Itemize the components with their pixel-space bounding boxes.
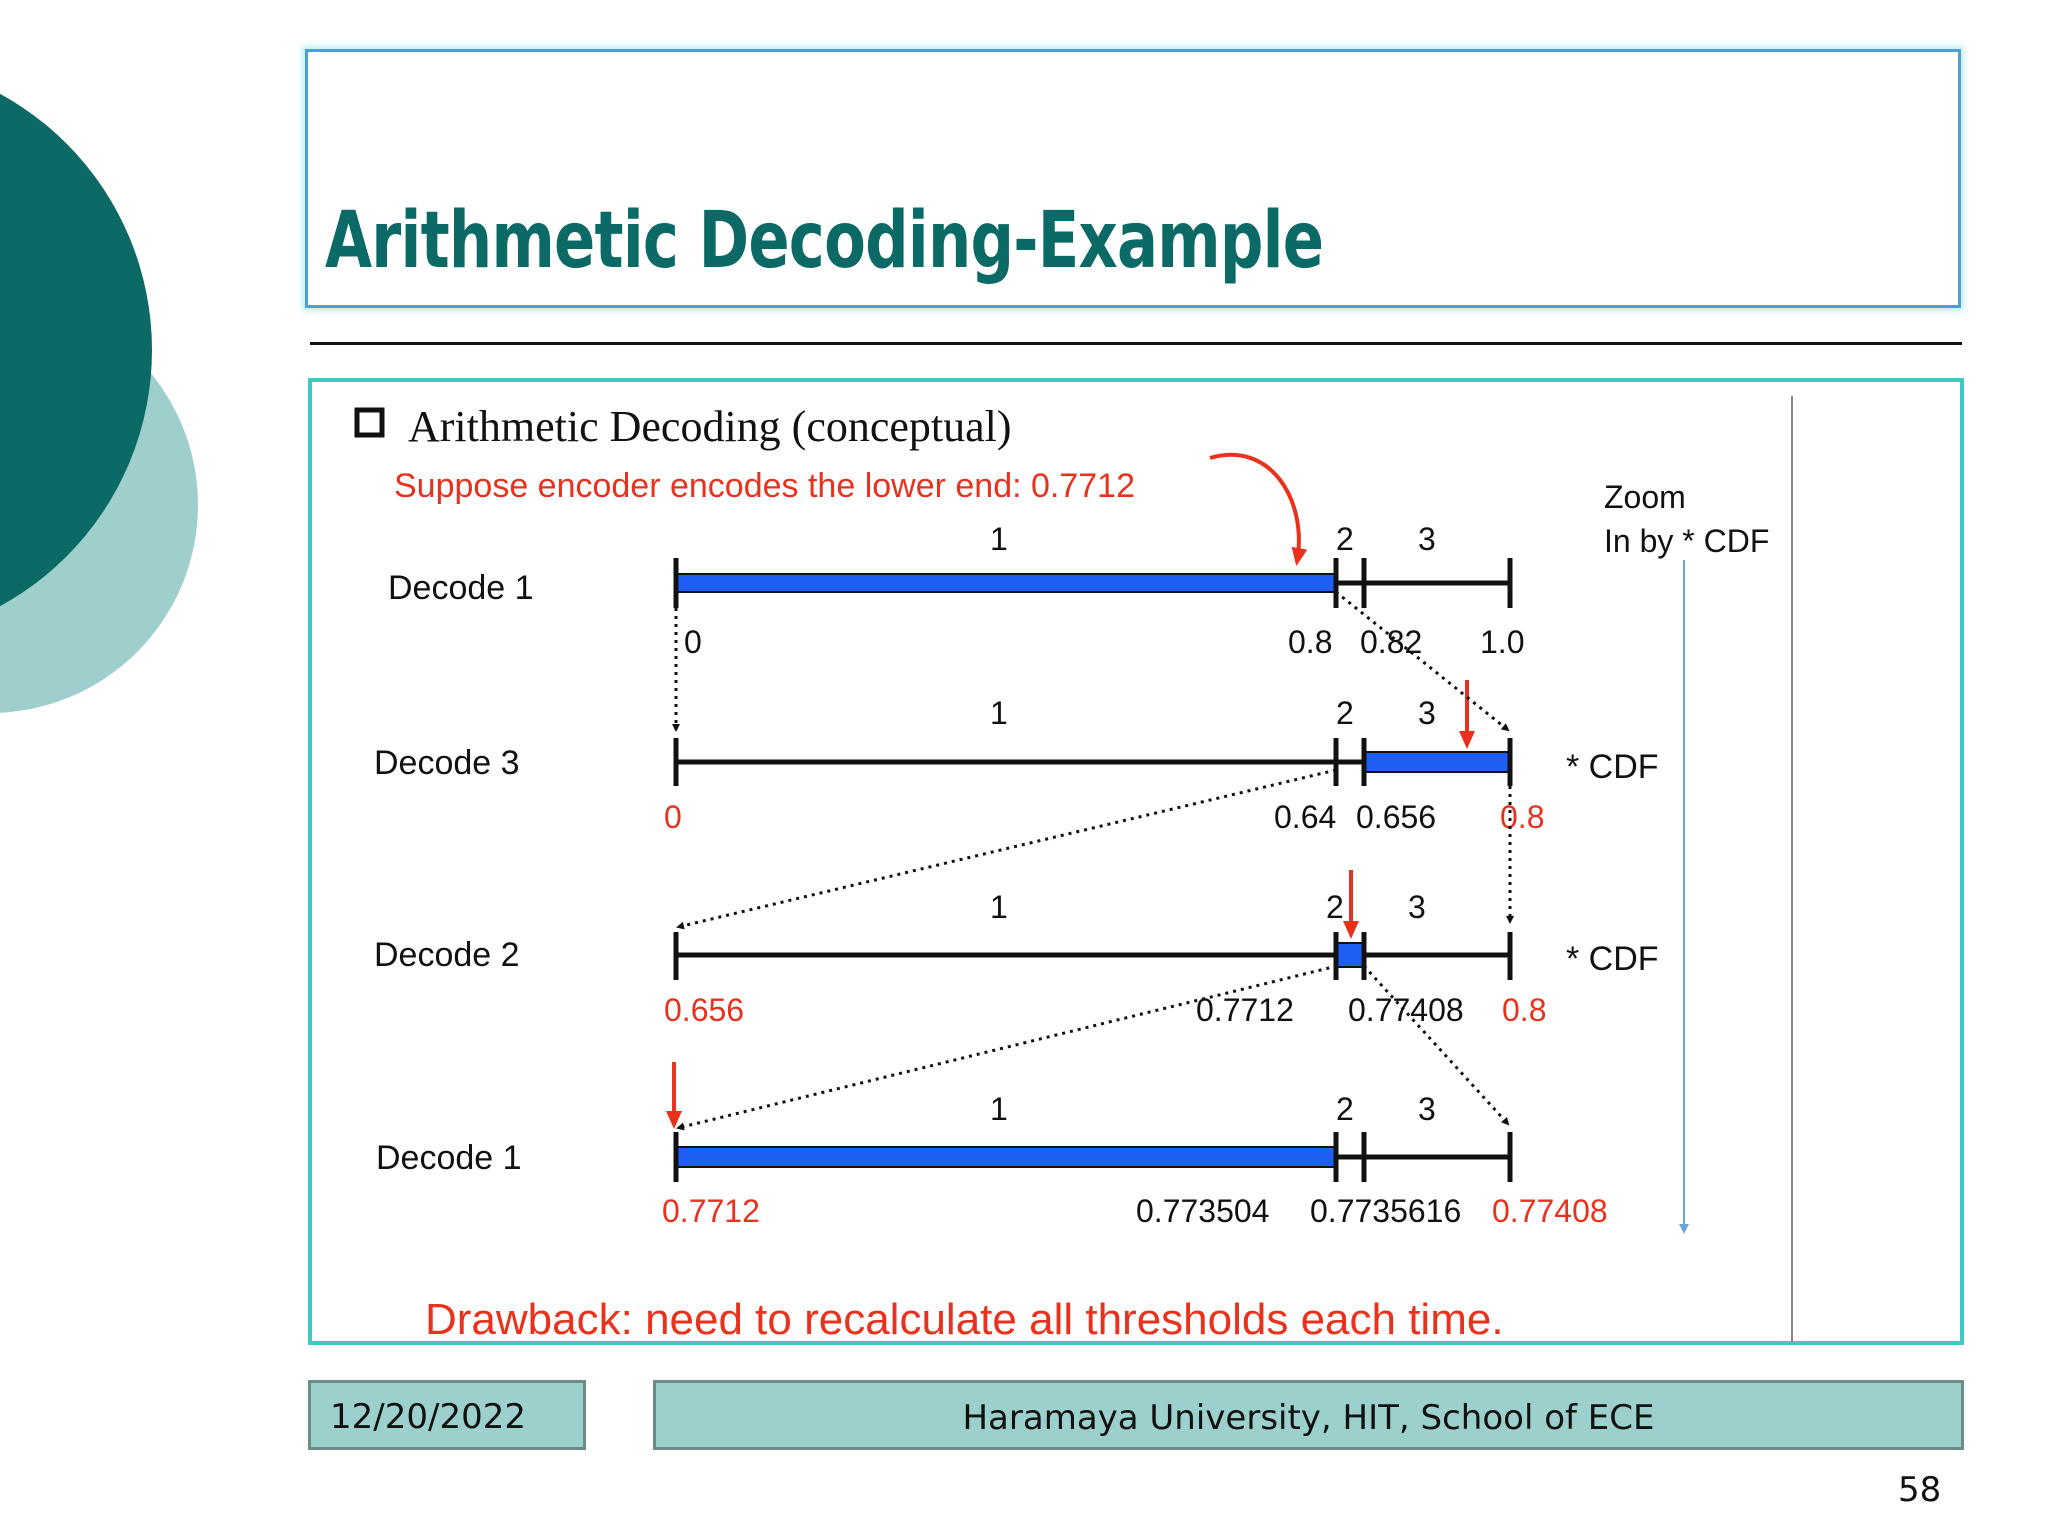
tick-label: 0.77408 [1492,1193,1608,1229]
highlight-segment [676,574,1336,592]
highlight-segment [676,1147,1336,1167]
symbol-label: 3 [1408,889,1426,925]
symbol-label: 3 [1418,521,1436,557]
slide-title: Arithmetic Decoding-Example [325,196,1324,286]
row-label: Decode 1 [388,569,534,607]
tick-label: 0.7712 [1196,992,1294,1028]
row-label: Decode 3 [374,744,520,782]
tick-label: 0.656 [664,992,745,1028]
slide-date: 12/20/2022 [330,1397,526,1437]
tick-label: 0.8 [1500,799,1545,835]
zoom-label-line2: In by * CDF [1604,523,1770,559]
symbol-label: 3 [1418,1091,1436,1127]
slide-footer: Haramaya University, HIT, School of ECE [962,1398,1655,1438]
symbol-label: 1 [990,1091,1008,1127]
tick-label: 0 [664,799,682,835]
tick-label: 0.773504 [1136,1193,1270,1229]
row-label: Decode 1 [376,1139,522,1177]
tick-label: 0.64 [1274,799,1337,835]
symbol-label: 2 [1326,889,1344,925]
symbol-label: 2 [1336,695,1354,731]
symbol-label: 2 [1336,1091,1354,1127]
highlight-segment [1337,943,1364,967]
symbol-label: 3 [1418,695,1436,731]
note-arrow [1210,455,1299,562]
symbol-label: 2 [1336,521,1354,557]
highlight-segment [1364,752,1510,772]
tick-label: 0.77408 [1348,992,1464,1028]
diagram-heading: Arithmetic Decoding (conceptual) [408,402,1012,451]
checkbox-bullet-icon [357,410,382,435]
tick-label: 0 [684,624,702,660]
tick-label: 0.7712 [662,1193,760,1229]
symbol-label: 1 [990,521,1008,557]
cdf-label-row3: * CDF [1566,940,1659,978]
page-number: 58 [1898,1470,1942,1510]
tick-label: 1.0 [1480,624,1525,660]
symbol-label: 1 [990,889,1008,925]
cdf-label-row2: * CDF [1566,748,1659,786]
symbol-label: 1 [990,695,1008,731]
zoom-connector [1364,966,1508,1124]
zoom-label-line1: Zoom [1604,479,1686,515]
drawback-note: Drawback: need to recalculate all thresholds each time. [425,1295,1504,1344]
row-label: Decode 2 [374,936,520,974]
tick-label: 0.82 [1360,624,1423,660]
tick-label: 0.656 [1356,799,1437,835]
tick-label: 0.8 [1502,992,1547,1028]
tick-label: 0.7735616 [1310,1193,1462,1229]
encoder-note: Suppose encoder encodes the lower end: 0.7712 [394,467,1135,505]
tick-label: 0.8 [1288,624,1333,660]
